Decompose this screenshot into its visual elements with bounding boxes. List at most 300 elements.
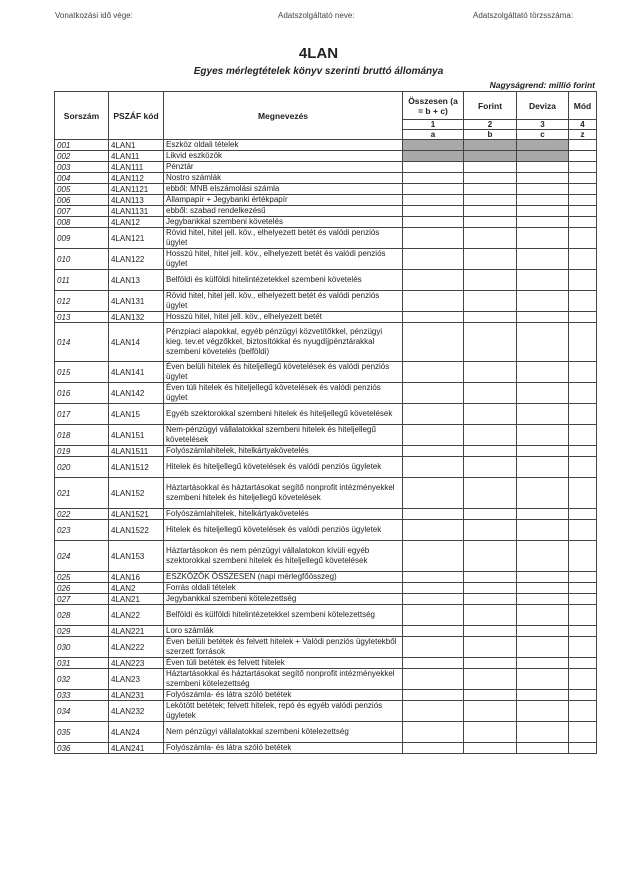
value-cell-osszesen[interactable] [403,140,464,151]
row-name: Lekötött betétek; felvett hitelek, repó és egyéb valódi penziós ügyletek [164,701,403,722]
value-cell-osszesen[interactable] [403,722,464,743]
row-code: 4LAN11 [109,151,164,162]
value-cell-osszesen[interactable] [403,701,464,722]
value-cell-deviza[interactable] [517,509,569,520]
row-number: 023 [55,520,109,541]
value-cell-forint[interactable] [464,151,517,162]
table-row [55,291,597,312]
value-cell-mod[interactable] [569,173,597,184]
row-code: 4LAN221 [109,626,164,637]
table-row [55,572,597,583]
row-code: 4LAN142 [109,383,164,404]
row-number: 028 [55,605,109,626]
value-cell-forint[interactable] [464,457,517,478]
row-code: 4LAN1521 [109,509,164,520]
value-cell-mod[interactable] [569,151,597,162]
row-code: 4LAN141 [109,362,164,383]
value-cell-osszesen[interactable] [403,457,464,478]
row-name: Háztartásokon és nem pénzügyi vállalatokon kívüli egyéb szektorokkal szembeni hitelek és hiteljellegű követelések [164,541,403,572]
value-cell-deviza[interactable] [517,520,569,541]
row-name: Jegybankkal szembeni követelés [164,217,403,228]
value-cell-mod[interactable] [569,658,597,669]
row-name: ebből: MNB elszámolási számla [164,184,403,195]
row-name: Pénzpiaci alapokkal, egyéb pénzügyi közvetítőkkel, pénzügyi kieg. tev.et végzőkkel, biztosítókkal és nyugdíjpénztárakkal szembeni követelés (belföldi) [164,323,403,362]
row-code: 4LAN22 [109,605,164,626]
value-cell-deviza[interactable] [517,140,569,151]
table-row [55,509,597,520]
row-code: 4LAN24 [109,722,164,743]
value-cell-mod[interactable] [569,722,597,743]
value-cell-forint[interactable] [464,520,517,541]
row-number: 035 [55,722,109,743]
row-code: 4LAN153 [109,541,164,572]
value-cell-deviza[interactable] [517,291,569,312]
row-name: Egyéb szektorokkal szembeni hitelek és hiteljellegű követelések [164,404,403,425]
value-cell-deviza[interactable] [517,637,569,658]
row-name: Loro számlák [164,626,403,637]
value-cell-deviza[interactable] [517,151,569,162]
value-cell-deviza[interactable] [517,572,569,583]
value-cell-deviza[interactable] [517,425,569,446]
row-number: 007 [55,206,109,217]
value-cell-forint[interactable] [464,291,517,312]
value-cell-deviza[interactable] [517,626,569,637]
value-cell-mod[interactable] [569,701,597,722]
value-cell-deviza[interactable] [517,690,569,701]
row-number: 024 [55,541,109,572]
row-number: 026 [55,583,109,594]
col-letter: c [517,130,569,140]
value-cell-mod[interactable] [569,404,597,425]
value-cell-osszesen[interactable] [403,217,464,228]
row-code: 4LAN222 [109,637,164,658]
value-cell-deviza[interactable] [517,383,569,404]
value-cell-osszesen[interactable] [403,228,464,249]
value-cell-forint[interactable] [464,404,517,425]
row-name: Belföldi és külföldi hitelintézetekkel szembeni kötelezettség [164,605,403,626]
value-cell-osszesen[interactable] [403,541,464,572]
table-row [55,312,597,323]
row-code: 4LAN132 [109,312,164,323]
row-code: 4LAN1121 [109,184,164,195]
value-cell-mod[interactable] [569,312,597,323]
row-code: 4LAN21 [109,594,164,605]
value-cell-deviza[interactable] [517,605,569,626]
table-row [55,626,597,637]
form-title: 4LAN [298,45,339,62]
row-number: 016 [55,383,109,404]
row-code: 4LAN113 [109,195,164,206]
form-subtitle: Egyes mérlegtételek könyv szerinti bruttó állománya [193,66,444,77]
row-name: Éven túli hitelek és hiteljellegű követelések és valódi penziós ügylet [164,383,403,404]
row-number: 003 [55,162,109,173]
value-cell-mod[interactable] [569,669,597,690]
row-name: Rövid hitel, hitel jell. köv., elhelyezett betét és valódi penziós ügylet [164,228,403,249]
value-cell-osszesen[interactable] [403,594,464,605]
value-cell-mod[interactable] [569,362,597,383]
table-row [55,151,597,162]
value-cell-osszesen[interactable] [403,383,464,404]
table-row [55,658,597,669]
value-cell-mod[interactable] [569,572,597,583]
row-code: 4LAN1511 [109,446,164,457]
value-cell-deviza[interactable] [517,228,569,249]
row-number: 019 [55,446,109,457]
value-cell-mod[interactable] [569,323,597,362]
value-cell-forint[interactable] [464,478,517,509]
row-number: 027 [55,594,109,605]
value-cell-forint[interactable] [464,228,517,249]
table-row [55,228,597,249]
row-name: Hitelek és hiteljellegű követelések és valódi penziós ügyletek [164,457,403,478]
row-name: Hitelek és hiteljellegű követelések és valódi penziós ügyletek [164,520,403,541]
value-cell-mod[interactable] [569,541,597,572]
table-row [55,206,597,217]
value-cell-mod[interactable] [569,270,597,291]
row-code: 4LAN13 [109,270,164,291]
col-number: 1 [403,120,464,130]
value-cell-deviza[interactable] [517,404,569,425]
value-cell-osszesen[interactable] [403,690,464,701]
table-row [55,323,597,362]
col-number: 3 [517,120,569,130]
col-header-pszaf-kod: PSZÁF kód [109,92,164,140]
value-cell-forint[interactable] [464,446,517,457]
row-number: 012 [55,291,109,312]
table-row [55,362,597,383]
col-header-osszesen: Összesen (a = b + c) [403,92,464,120]
value-cell-deviza[interactable] [517,206,569,217]
value-cell-mod[interactable] [569,195,597,206]
table-row [55,383,597,404]
value-cell-deviza[interactable] [517,701,569,722]
row-code: 4LAN112 [109,173,164,184]
value-cell-mod[interactable] [569,594,597,605]
row-name: Nem pénzügyi vállalatokkal szembeni kötelezettség [164,722,403,743]
row-number: 014 [55,323,109,362]
row-number: 015 [55,362,109,383]
table-row [55,583,597,594]
row-number: 004 [55,173,109,184]
value-cell-osszesen[interactable] [403,572,464,583]
row-name: Likvid eszközök [164,151,403,162]
value-cell-mod[interactable] [569,626,597,637]
table-row [55,594,597,605]
value-cell-forint[interactable] [464,743,517,754]
value-cell-forint[interactable] [464,605,517,626]
table-row [55,701,597,722]
value-cell-forint[interactable] [464,722,517,743]
row-code: 4LAN1522 [109,520,164,541]
value-cell-forint[interactable] [464,594,517,605]
value-cell-mod[interactable] [569,184,597,195]
unit-note: Nagyságrend: millió forint [489,80,595,90]
value-cell-mod[interactable] [569,509,597,520]
row-number: 008 [55,217,109,228]
row-number: 029 [55,626,109,637]
row-name: Eszköz oldali tételek [164,140,403,151]
value-cell-mod[interactable] [569,743,597,754]
row-name: Hosszú hitel, hitel jell. köv., elhelyezett betét [164,312,403,323]
value-cell-forint[interactable] [464,173,517,184]
value-cell-mod[interactable] [569,140,597,151]
value-cell-deviza[interactable] [517,669,569,690]
value-cell-forint[interactable] [464,140,517,151]
value-cell-forint[interactable] [464,195,517,206]
value-cell-osszesen[interactable] [403,404,464,425]
header-period-end: Vonatkozási idő vége: [55,11,133,20]
value-cell-forint[interactable] [464,184,517,195]
value-cell-mod[interactable] [569,206,597,217]
col-header-forint: Forint [464,92,517,120]
value-cell-mod[interactable] [569,162,597,173]
value-cell-mod[interactable] [569,425,597,446]
col-header-sorszam: Sorszám [55,92,109,140]
table-row [55,195,597,206]
value-cell-mod[interactable] [569,637,597,658]
value-cell-mod[interactable] [569,446,597,457]
value-cell-mod[interactable] [569,249,597,270]
value-cell-deviza[interactable] [517,195,569,206]
value-cell-deviza[interactable] [517,541,569,572]
row-code: 4LAN1131 [109,206,164,217]
value-cell-forint[interactable] [464,162,517,173]
value-cell-mod[interactable] [569,478,597,509]
row-name: Éven túli betétek és felvett hitelek [164,658,403,669]
row-name: Éven belüli betétek és felvett hitelek + Valódi penziós ügyletekből szerzett források [164,637,403,658]
value-cell-osszesen[interactable] [403,195,464,206]
row-number: 025 [55,572,109,583]
table-row [55,605,597,626]
row-code: 4LAN231 [109,690,164,701]
value-cell-deviza[interactable] [517,446,569,457]
value-cell-forint[interactable] [464,572,517,583]
value-cell-osszesen[interactable] [403,626,464,637]
row-code: 4LAN12 [109,217,164,228]
table-row [55,404,597,425]
value-cell-osszesen[interactable] [403,658,464,669]
value-cell-osszesen[interactable] [403,669,464,690]
value-cell-mod[interactable] [569,690,597,701]
value-cell-forint[interactable] [464,383,517,404]
row-number: 021 [55,478,109,509]
value-cell-osszesen[interactable] [403,291,464,312]
row-number: 032 [55,669,109,690]
value-cell-osszesen[interactable] [403,184,464,195]
value-cell-osszesen[interactable] [403,249,464,270]
value-cell-forint[interactable] [464,425,517,446]
row-number: 006 [55,195,109,206]
table-row [55,270,597,291]
table-row [55,425,597,446]
value-cell-deviza[interactable] [517,583,569,594]
table-row [55,173,597,184]
header-provider-id: Adatszolgáltató törzsszáma: [473,11,574,20]
table-row [55,478,597,509]
value-cell-deviza[interactable] [517,270,569,291]
value-cell-forint[interactable] [464,541,517,572]
row-number: 033 [55,690,109,701]
table-row [55,249,597,270]
value-cell-forint[interactable] [464,312,517,323]
row-name: Rövid hitel, hitel jell. köv., elhelyezett betét és valódi penziós ügylet [164,291,403,312]
row-name: Nem-pénzügyi vállalatokkal szembeni hitelek és hiteljellegű követelések [164,425,403,446]
row-number: 036 [55,743,109,754]
col-letter: a [403,130,464,140]
row-number: 009 [55,228,109,249]
value-cell-osszesen[interactable] [403,151,464,162]
value-cell-osszesen[interactable] [403,583,464,594]
value-cell-forint[interactable] [464,270,517,291]
value-cell-deviza[interactable] [517,658,569,669]
row-name: ESZKÖZÖK ÖSSZESEN (napi mérlegfőösszeg) [164,572,403,583]
table-row [55,184,597,195]
row-name: Jegybankkal szembeni kötelezettség [164,594,403,605]
row-number: 013 [55,312,109,323]
table-row [55,541,597,572]
value-cell-deviza[interactable] [517,162,569,173]
row-code: 4LAN15 [109,404,164,425]
value-cell-deviza[interactable] [517,594,569,605]
value-cell-osszesen[interactable] [403,425,464,446]
value-cell-forint[interactable] [464,583,517,594]
value-cell-osszesen[interactable] [403,206,464,217]
row-code: 4LAN122 [109,249,164,270]
row-code: 4LAN131 [109,291,164,312]
value-cell-osszesen[interactable] [403,312,464,323]
value-cell-osszesen[interactable] [403,446,464,457]
table-row [55,520,597,541]
row-number: 001 [55,140,109,151]
value-cell-forint[interactable] [464,637,517,658]
row-code: 4LAN111 [109,162,164,173]
row-number: 031 [55,658,109,669]
row-name: Háztartásokkal és háztartásokat segítő nonprofit intézményekkel szembeni hitelek és hiteljellegű követelések [164,478,403,509]
col-number: 2 [464,120,517,130]
col-header-mod: Mód [569,92,597,120]
row-number: 011 [55,270,109,291]
row-number: 005 [55,184,109,195]
row-code: 4LAN2 [109,583,164,594]
value-cell-osszesen[interactable] [403,270,464,291]
table-row [55,457,597,478]
table-row [55,637,597,658]
value-cell-deviza[interactable] [517,323,569,362]
value-cell-osszesen[interactable] [403,743,464,754]
value-cell-mod[interactable] [569,228,597,249]
row-name: Folyószámlahitelek, hitelkártyakövetelés [164,509,403,520]
row-name: ebből: szabad rendelkezésű [164,206,403,217]
row-code: 4LAN121 [109,228,164,249]
row-name: Folyószámla- és látra szóló betétek [164,690,403,701]
report-table [54,91,597,754]
col-header-deviza: Deviza [517,92,569,120]
value-cell-deviza[interactable] [517,457,569,478]
row-number: 020 [55,457,109,478]
table-row [55,140,597,151]
table-row [55,669,597,690]
col-header-megnevezes: Megnevezés [164,92,403,140]
row-number: 010 [55,249,109,270]
row-name: Pénztár [164,162,403,173]
value-cell-osszesen[interactable] [403,323,464,362]
row-code: 4LAN152 [109,478,164,509]
row-code: 4LAN14 [109,323,164,362]
value-cell-osszesen[interactable] [403,605,464,626]
value-cell-deviza[interactable] [517,173,569,184]
table-row [55,162,597,173]
value-cell-deviza[interactable] [517,722,569,743]
value-cell-forint[interactable] [464,669,517,690]
row-name: Forrás oldali tételek [164,583,403,594]
col-letter: b [464,130,517,140]
value-cell-forint[interactable] [464,509,517,520]
value-cell-osszesen[interactable] [403,478,464,509]
row-number: 002 [55,151,109,162]
table-row [55,690,597,701]
row-name: Háztartásokkal és háztartásokat segítő nonprofit intézményekkel szembeni kötelezettség [164,669,403,690]
row-number: 034 [55,701,109,722]
value-cell-mod[interactable] [569,520,597,541]
value-cell-mod[interactable] [569,605,597,626]
value-cell-forint[interactable] [464,690,517,701]
value-cell-deviza[interactable] [517,478,569,509]
row-name: Hosszú hitel, hitel jell. köv., elhelyezett betét és valódi penziós ügylet [164,249,403,270]
row-code: 4LAN1 [109,140,164,151]
value-cell-mod[interactable] [569,383,597,404]
value-cell-forint[interactable] [464,249,517,270]
value-cell-forint[interactable] [464,362,517,383]
table-row [55,217,597,228]
row-name: Állampapír + Jegybanki értékpapír [164,195,403,206]
row-name: Nostro számlák [164,173,403,184]
value-cell-deviza[interactable] [517,362,569,383]
value-cell-osszesen[interactable] [403,509,464,520]
value-cell-deviza[interactable] [517,184,569,195]
row-code: 4LAN151 [109,425,164,446]
value-cell-osszesen[interactable] [403,173,464,184]
row-number: 017 [55,404,109,425]
row-number: 022 [55,509,109,520]
row-code: 4LAN241 [109,743,164,754]
value-cell-mod[interactable] [569,291,597,312]
value-cell-mod[interactable] [569,217,597,228]
value-cell-osszesen[interactable] [403,162,464,173]
value-cell-deviza[interactable] [517,249,569,270]
value-cell-forint[interactable] [464,626,517,637]
value-cell-osszesen[interactable] [403,520,464,541]
value-cell-mod[interactable] [569,457,597,478]
value-cell-osszesen[interactable] [403,637,464,658]
value-cell-deviza[interactable] [517,743,569,754]
row-code: 4LAN1512 [109,457,164,478]
col-letter: z [569,130,597,140]
value-cell-deviza[interactable] [517,217,569,228]
value-cell-osszesen[interactable] [403,362,464,383]
row-name: Folyószámlahitelek, hitelkártyakövetelés [164,446,403,457]
value-cell-forint[interactable] [464,206,517,217]
value-cell-deviza[interactable] [517,312,569,323]
value-cell-forint[interactable] [464,701,517,722]
value-cell-forint[interactable] [464,217,517,228]
row-code: 4LAN223 [109,658,164,669]
value-cell-mod[interactable] [569,583,597,594]
table-row [55,743,597,754]
row-number: 018 [55,425,109,446]
value-cell-forint[interactable] [464,323,517,362]
value-cell-forint[interactable] [464,658,517,669]
header-provider-name: Adatszolgáltató neve: [278,11,355,20]
